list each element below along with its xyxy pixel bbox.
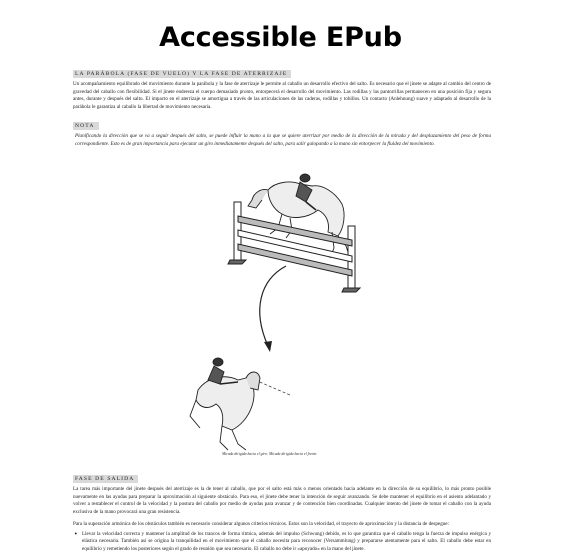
section-paragraph-parabola: Un acompañamiento equilibrado del movimiento durante la parábola y la fase de aterrizaje le permite al caballo un desarrollo efectivo del salto. Es necesario que el jinete se adapte al cambio del centro de gravedad del caballo con flexibilidad. Si el jinete endereza el cuerpo demasiado pronto, entorpecerá el desarrollo del movimiento. Las rodillas y las pantorrillas permanecen en una posición fija y segura antes, durante y después del salto. El impacto en el aterrizaje se amortigua a través de las articulaciones de las caderas, rodillas y tobillos. Un contacto (Anlehnung) suave y adaptado al desarrollo de la parábola le garantiza al caballo la libertad de movimiento necesaria. — [73, 81, 491, 111]
note-text: Planificando la dirección que se va a seguir después del salto, se puede influir la mano a la que se quiere aterrizar por medio de la dirección de la mirada y del desplazamiento del peso de forma correspondiente. Esto es de gran importancia para ejecutar un giro inmediatamente después del salto, para salir galopando a la mano sin entorpecer la fluidez del movimiento. — [75, 132, 491, 147]
section-paragraph-salida-2: Para la superación armónica de los obstáculos también es necesario considerar algunos criterios técnicos. Estos son la velocidad, el trayecto de aproximación y la distancia de despegue: — [73, 520, 449, 527]
page-bottom — [73, 465, 491, 554]
jump-illustration — [150, 170, 380, 460]
bullet-icon: • — [74, 530, 78, 538]
section-paragraph-salida-1: La tarea más importante del jinete después del aterrizaje es la de tener al caballo, que por el salto está más o menos orientado hacia adelante en la dirección de su equilibrio, lo más pronto posible nuevamente en las ayudas para preparar la aproximación al siguiente obstáculo. Para eso, el jinete debe tener la intención de seguir avanzando. Se debe mantener el equilibrio en el asiento adelantado y volver a restablecer el control de la velocidad y la postura del caballo por medio de ayudas para avanzar y de contención bien coordinadas. Cualquier intento del jinete de tomar el caballo con la ayuda exclusiva de la mano provocará una gran resistencia. — [73, 486, 491, 516]
section-heading-salida: FASE DE SALIDA — [73, 475, 138, 483]
bullet-text: Llevar la velocidad correcta y mantener la amplitud de los trancos de forma rítmica, además del impulso (Schwung) debido, es lo que garantiza que el caballo tenga la fuerza de impulso enérgica y elástica necesaria. También así se origina la tranquilidad en el movimiento que el caballo necesita para reconocer (Versammlung) y prepararse atentamente para el salto. El caballo debe estar en equilibrio y remetiendo los posteriores según el grado de reunión que sea necesario. El caballo no debe ir «apoyado» en la mano del jinete. — [82, 530, 491, 552]
note-heading: NOTA — [73, 122, 99, 130]
bullet-item — [73, 531, 491, 554]
dashed-line — [255, 380, 290, 395]
direction-path — [260, 266, 286, 346]
section-heading-parabola: LA PARÁBOLA (FASE DE VUELO) Y LA FASE DE ATERRIZAJE — [73, 70, 291, 78]
arrowhead-icon — [264, 341, 272, 352]
page-top — [73, 60, 491, 148]
figure-caption: Mirada dirigida hacia el giro: Mirada dirigida hacia el frente. — [222, 452, 318, 456]
banner-title: Accessible EPub — [159, 22, 402, 53]
horse-jumping-lower — [190, 358, 260, 450]
